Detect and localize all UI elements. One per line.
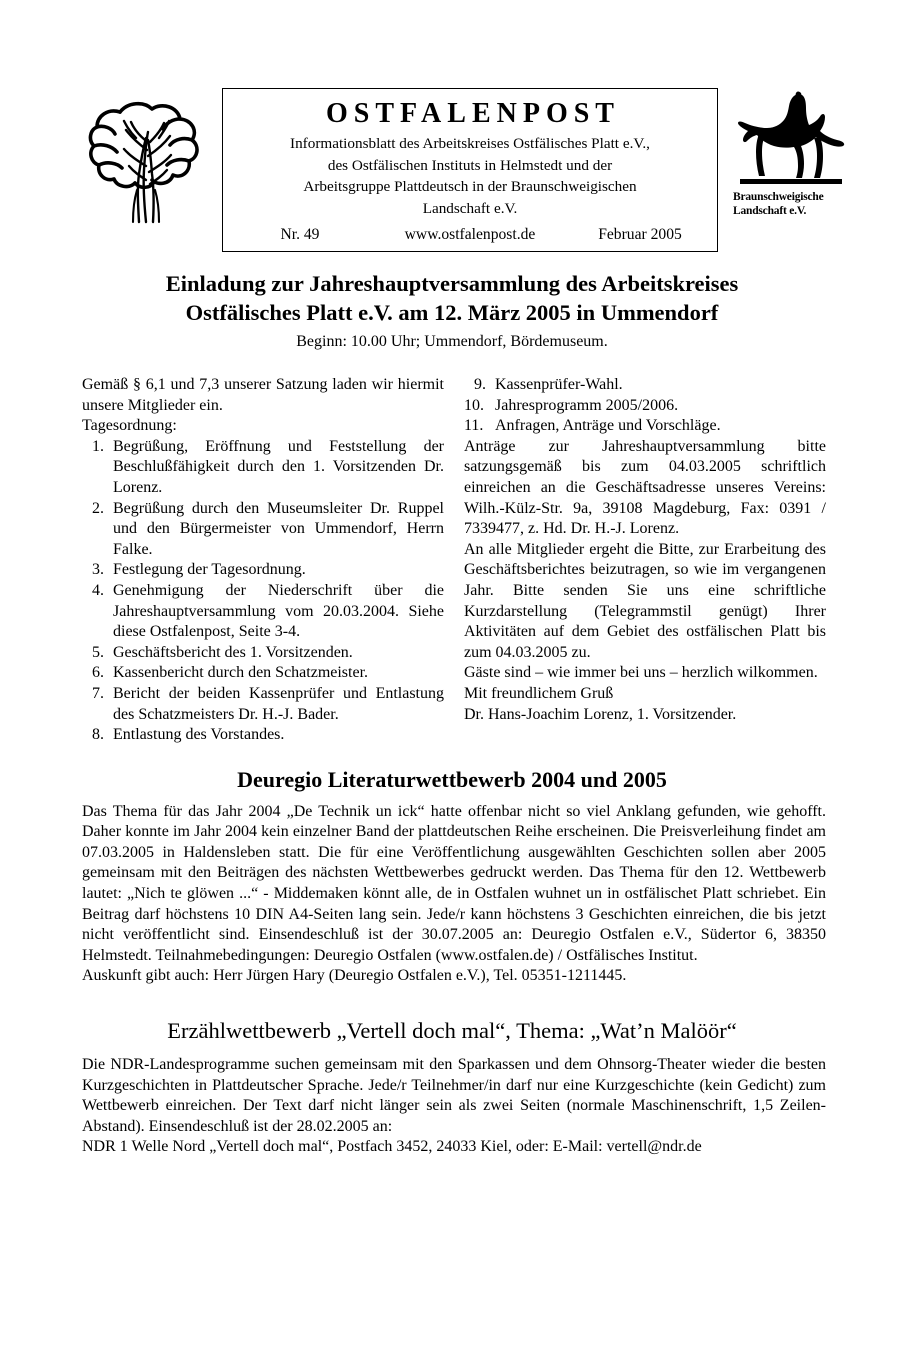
agenda-item-text: Kassenbericht durch den Schatzmeister. [113, 664, 369, 682]
logo-caption-line-1: Braunschweigische [733, 191, 824, 203]
agenda-item-text: Festlegung der Tagesordnung. [113, 561, 306, 579]
agenda-item-number: 10. [464, 396, 484, 414]
page-title [60, 270, 844, 327]
agenda-item-number: 1. [92, 437, 104, 455]
section-body-erzaehlwettbewerb [82, 1055, 826, 1158]
agenda-item [464, 416, 826, 437]
subtitle-line-3: Arbeitsgruppe Plattdeutsch in der Braunschweigischen [303, 178, 637, 195]
braunschweigische-landschaft-logo [733, 90, 851, 220]
section-body-deuregio [82, 802, 826, 987]
masthead [0, 88, 904, 263]
masthead-footer [223, 226, 717, 244]
publication-title: OSTFALENPOST [326, 98, 620, 129]
left-column [82, 375, 444, 746]
agenda-item-number: 6. [92, 664, 104, 682]
report-request-paragraph: An alle Mitglieder ergeht die Bitte, zur Erarbeitung des Geschäftsberichtes beizutragen, so wie im vergangenen Jahr. Bitte senden Sie uns eine schriftliche Kurzdarstellung (Telegrammstil genügt) Ihrer Aktivitäten auf dem Gebiet des ostfälischen Platt bis zum 04.03.2005 zu. [464, 540, 826, 661]
agenda-label: Tagesordnung: [82, 417, 177, 435]
agenda-item-number: 5. [92, 643, 104, 661]
right-column [464, 375, 826, 746]
agenda-item [464, 396, 826, 417]
agenda-item-number: 8. [92, 726, 104, 744]
agenda-item [82, 560, 444, 581]
agenda-item-text: Entlastung des Vorstandes. [113, 726, 285, 744]
agenda-list-right [464, 375, 826, 437]
logo-caption-line-2: Landschaft e.V. [733, 204, 807, 217]
agenda-item-number: 4. [92, 581, 104, 599]
page-title-line-2: Ostfälisches Platt e.V. am 12. März 2005 in Ummendorf [185, 299, 719, 325]
document-page [0, 88, 904, 1368]
agenda-item [82, 643, 444, 664]
agenda-item [82, 499, 444, 561]
agenda-item [82, 684, 444, 725]
agenda-item-text: Kassenprüfer-Wahl. [495, 376, 623, 393]
subtitle-line-4: Landschaft e.V. [422, 199, 518, 217]
agenda-item-number: 7. [92, 684, 104, 702]
closing-greeting: Mit freundlichem Gruß [464, 684, 614, 702]
guests-paragraph: Gäste sind – wie immer bei uns – herzlich wilkommen. [464, 664, 818, 682]
issue-date: Februar 2005 [598, 226, 682, 243]
two-column-body [82, 375, 826, 746]
agenda-item-text: Geschäftsbericht des 1. Vorsitzenden. [113, 643, 353, 661]
deuregio-paragraph: Das Thema für das Jahr 2004 „De Technik un ick“ hatte offenbar nicht so viel Anklang gefunden, wie gehofft. Daher konnte im Jahr 2004 kein einzelner Band der plattdeutschen Reihe erscheinen. Die Preisverleihung findet am 07.03.2005 in Haldensleben statt. Die für eine Veröffentlichung ausgewählten Geschichten sollen aber 2005 gemeinsam mit den Beiträgen des nächsten Wettbewerbes gedruckt werden. Das Thema für den 12. Wettbewerb lautet: „Nich te glöwen ...“ - Middemaken könnt alle, de in Ostfalen wuhnet un in ostfälischet Platt schriebet. Ein Beitrag darf höchstens 10 DIN A4-Seiten lang sein. Jede/r kann höchstens 3 Geschichten einreichen, die bis jetzt nicht veröffentlicht sind. Einsendeschluß ist der 30.07.2005 an: Deuregio Ostfalen e.V., Südertor 6, 38350 Helmstedt. Teilnahmebedingungen: Deuregio Ostfalen (www.ostfalen.de) / Ostfälisches Institut. [82, 802, 826, 964]
intro-paragraph: Gemäß § 6,1 und 7,3 unserer Satzung laden wir hiermit unsere Mitglieder ein. [82, 376, 444, 414]
section-heading-deuregio: Deuregio Literaturwettbewerb 2004 und 2005 [237, 766, 667, 792]
agenda-item-text: Begrüßung, Eröffnung und Feststellung der Beschlußfähigkeit durch den 1. Vorsitzenden Dr. Lorenz. [113, 437, 444, 496]
masthead-box [222, 88, 718, 252]
section-heading-erzaehlwettbewerb: Erzählwettbewerb „Vertell doch mal“, Thema: „Wat’n Malöör“ [167, 1018, 737, 1044]
agenda-item-text: Anfragen, Anträge und Vorschläge. [495, 417, 721, 435]
horse-icon [735, 90, 847, 190]
agenda-list-left [82, 437, 444, 746]
erzaehl-paragraph: Die NDR-Landesprogramme suchen gemeinsam mit den Sparkassen und dem Ohnsorg-Theater wieder die besten Kurzgeschichten in Plattdeutscher Sprache. Jede/r Teilnehmer/in darf nur eine Kurzgeschichte (kein Gedicht) zum Wettbewerb einreichen. Der Text darf nicht länger sein als zwei Seiten (normale Maschinenschrift, 1,5 Zeilen-Abstand). Einsendeschluß ist der 28.02.2005 an: [82, 1056, 826, 1135]
motions-paragraph: Anträge zur Jahreshauptversammlung bitte satzungsgemäß bis zum 04.03.2005 schriftlich einreichen an die Geschäftsadresse unseres Vereins: Wilh.-Külz-Str. 9a, 39108 Magdeburg, Fax: 0391 / 7339477, z. Hd. Dr. H.-J. Lorenz. [464, 437, 826, 538]
signature-line: Dr. Hans-Joachim Lorenz, 1. Vorsitzender. [464, 705, 737, 723]
agenda-item-text: Begrüßung durch den Museumsleiter Dr. Ruppel und den Bürgermeister von Ummendorf, Herrn Falke. [113, 499, 444, 558]
agenda-item-number: 9. [474, 376, 486, 393]
logo-caption [733, 191, 851, 218]
issue-number: Nr. 49 [280, 226, 320, 243]
page-subtitle: Beginn: 10.00 Uhr; Ummendorf, Bördemuseum. [296, 333, 608, 350]
agenda-item [82, 725, 444, 746]
deuregio-contact-line: Auskunft gibt auch: Herr Jürgen Hary (Deuregio Ostfalen e.V.), Tel. 05351-1211445. [82, 967, 627, 985]
publication-subtitle [223, 131, 717, 219]
agenda-item-text: Jahresprogramm 2005/2006. [495, 396, 679, 414]
subtitle-line-2: des Ostfälischen Instituts in Helmstedt und der [327, 156, 613, 174]
website-url[interactable]: www.ostfalenpost.de [404, 226, 536, 243]
page-title-line-1: Einladung zur Jahreshauptversammlung des Arbeitskreises [165, 271, 739, 296]
agenda-item [82, 581, 444, 643]
agenda-item-text: Genehmigung der Niederschrift über die Jahreshauptversammlung vom 20.03.2004. Siehe diese Ostfalenpost, Seite 3-4. [113, 581, 444, 641]
erzaehl-address-line: NDR 1 Welle Nord „Vertell doch mal“, Postfach 3452, 24033 Kiel, oder: E-Mail: vertell@ndr.de [82, 1138, 702, 1156]
agenda-item-number: 11. [464, 417, 484, 435]
subtitle-line-1: Informationsblatt des Arbeitskreises Ostfälisches Platt e.V., [290, 135, 650, 152]
agenda-item [464, 375, 826, 396]
agenda-item-text: Bericht der beiden Kassenprüfer und Entlastung des Schatzmeisters Dr. H.-J. Bader. [113, 684, 444, 723]
agenda-item-number: 2. [92, 499, 104, 517]
agenda-item [82, 437, 444, 499]
tree-logo [84, 94, 206, 226]
agenda-item [82, 663, 444, 684]
agenda-item-number: 3. [92, 561, 104, 579]
